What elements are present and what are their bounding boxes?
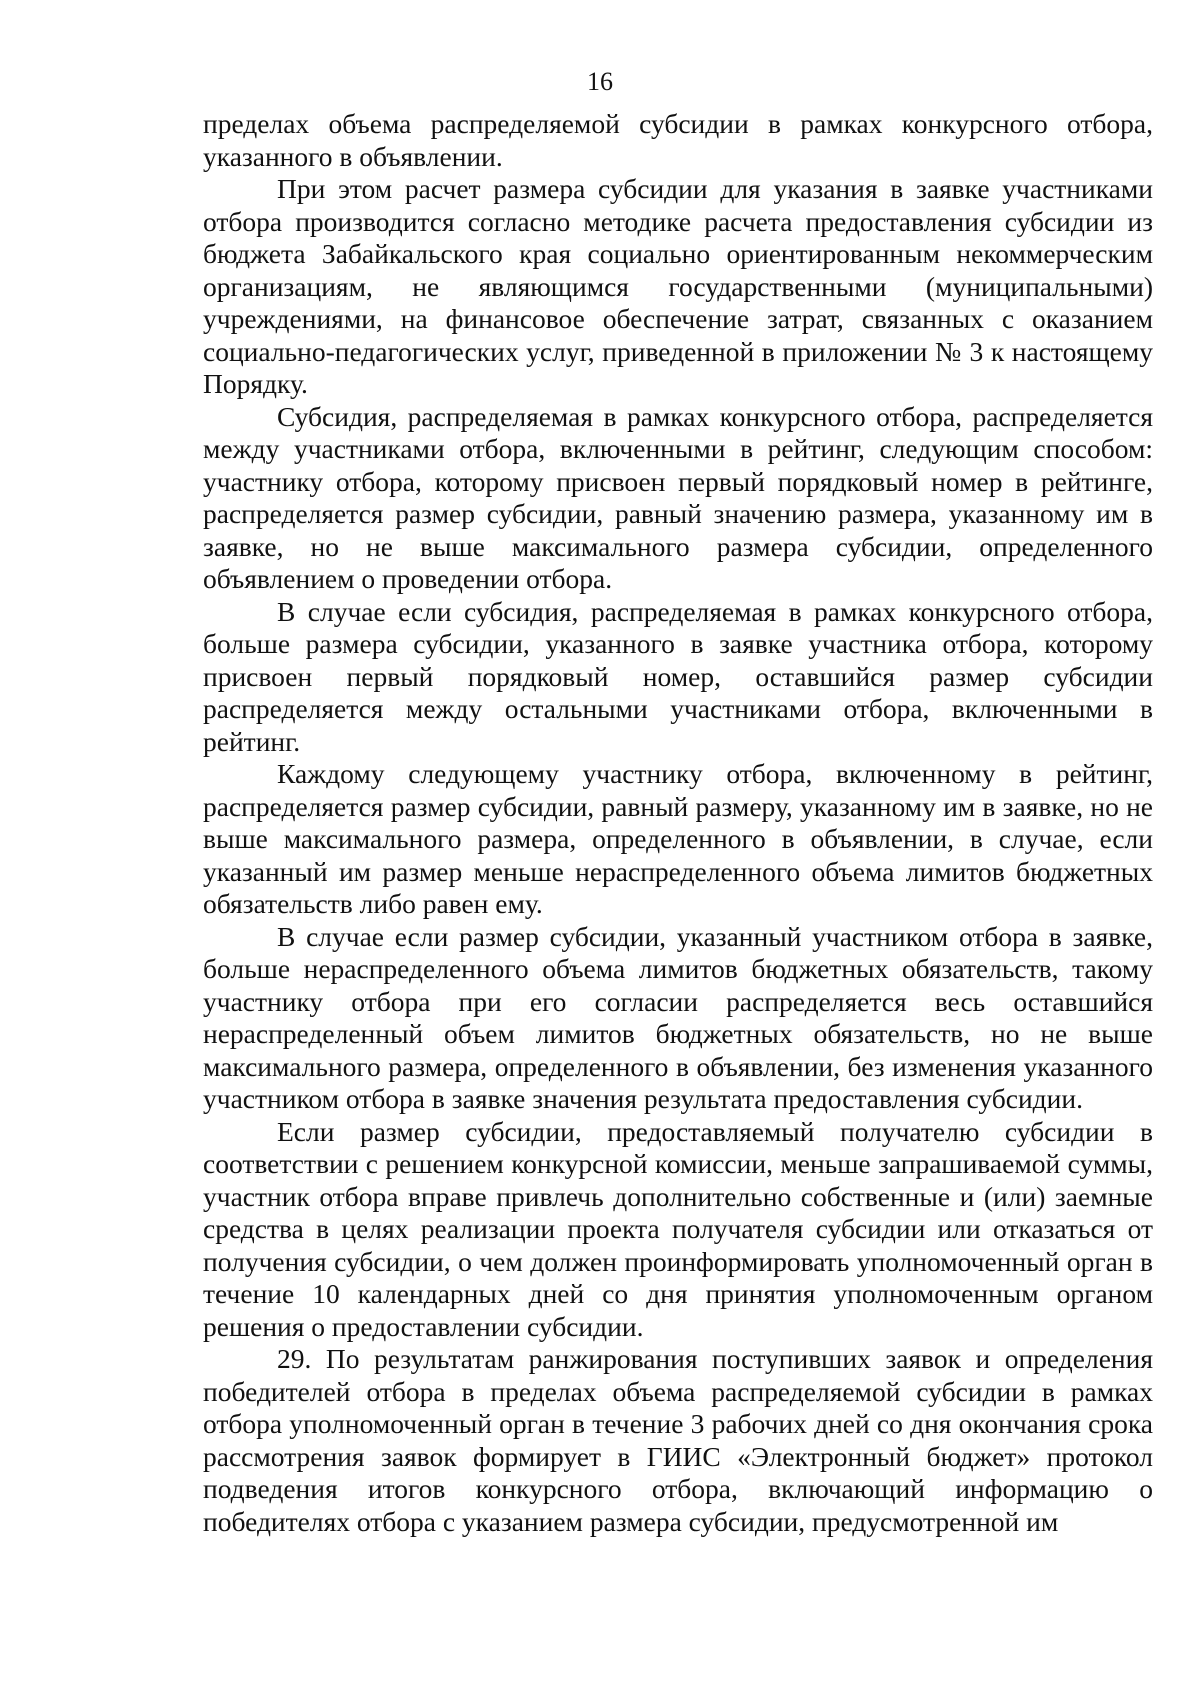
paragraph-item-29: 29. По результатам ранжирования поступивших заявок и определения победителей отбора в пределах объема распределяемой субсидии в рамках отбора уполномоченный орган в течение 3 рабочих дней со дня окончания срока рассмотрения заявок формирует в ГИИС «Электронный бюджет» протокол подведения итогов конкурсного отбора, включающий информацию о победителях отбора с указанием размера субсидии, предусмотренной им: [203, 1343, 1153, 1537]
paragraph-next-participant: Каждому следующему участнику отбора, включенному в рейтинг, распределяется размер субсидии, равный размеру, указанному им в заявке, но не выше максимального размера, определенного в объявлении, в случае, если указанный им размер меньше нераспределенного объема лимитов бюджетных обязательств либо равен ему.: [203, 758, 1153, 919]
paragraph-calculation-method: При этом расчет размера субсидии для указания в заявке участниками отбора производится согласно методике расчета предоставления субсидии из бюджета Забайкальского края социально ориентированным некоммерческим организациям, не являющимся государственными (муниципальными) учреждениями, на финансовое обеспечение затрат, связанных с оказанием социально-педагогических услуг, приведенной в приложении № 3 к настоящему Порядку.: [203, 173, 1153, 399]
document-body: [203, 108, 1153, 1538]
paragraph-continuation: пределах объема распределяемой субсидии в рамках конкурсного отбора, указанного в объявлении.: [203, 108, 1153, 172]
paragraph-remaining-distribution: В случае если субсидия, распределяемая в рамках конкурсного отбора, больше размера субсидии, указанного в заявке участника отбора, которому присвоен первый порядковый номер, оставшийся размер субсидии распределяется между остальными участниками отбора, включенными в рейтинг.: [203, 595, 1153, 757]
paragraph-distribution-method: Субсидия, распределяемая в рамках конкурсного отбора, распределяется между участниками отбора, включенными в рейтинг, следующим способом: участнику отбора, которому присвоен первый порядковый номер в рейтинге, распределяется размер субсидии, равный значению размера, указанному им в заявке, но не выше максимального размера субсидии, определенного объявлением о проведении отбора.: [203, 400, 1153, 594]
page-number: 16: [587, 67, 613, 96]
paragraph-lesser-amount: Если размер субсидии, предоставляемый получателю субсидии в соответствии с решением конкурсной комиссии, меньше запрашиваемой суммы, участник отбора вправе привлечь дополнительно собственные и (или) заемные средства в целях реализации проекта получателя субсидии или отказаться от получения субсидии, о чем должен проинформировать уполномоченный орган в течение 10 календарных дней со дня принятия уполномоченным органом решения о предоставлении субсидии.: [203, 1115, 1153, 1342]
paragraph-exceeding-limits: В случае если размер субсидии, указанный участником отбора в заявке, больше нераспределенного объема лимитов бюджетных обязательств, такому участнику отбора при его согласии распределяется весь оставшийся нераспределенный объем лимитов бюджетных обязательств, но не выше максимального размера, определенного в объявлении, без изменения указанного участником отбора в заявке значения результата предоставления субсидии.: [203, 920, 1153, 1114]
